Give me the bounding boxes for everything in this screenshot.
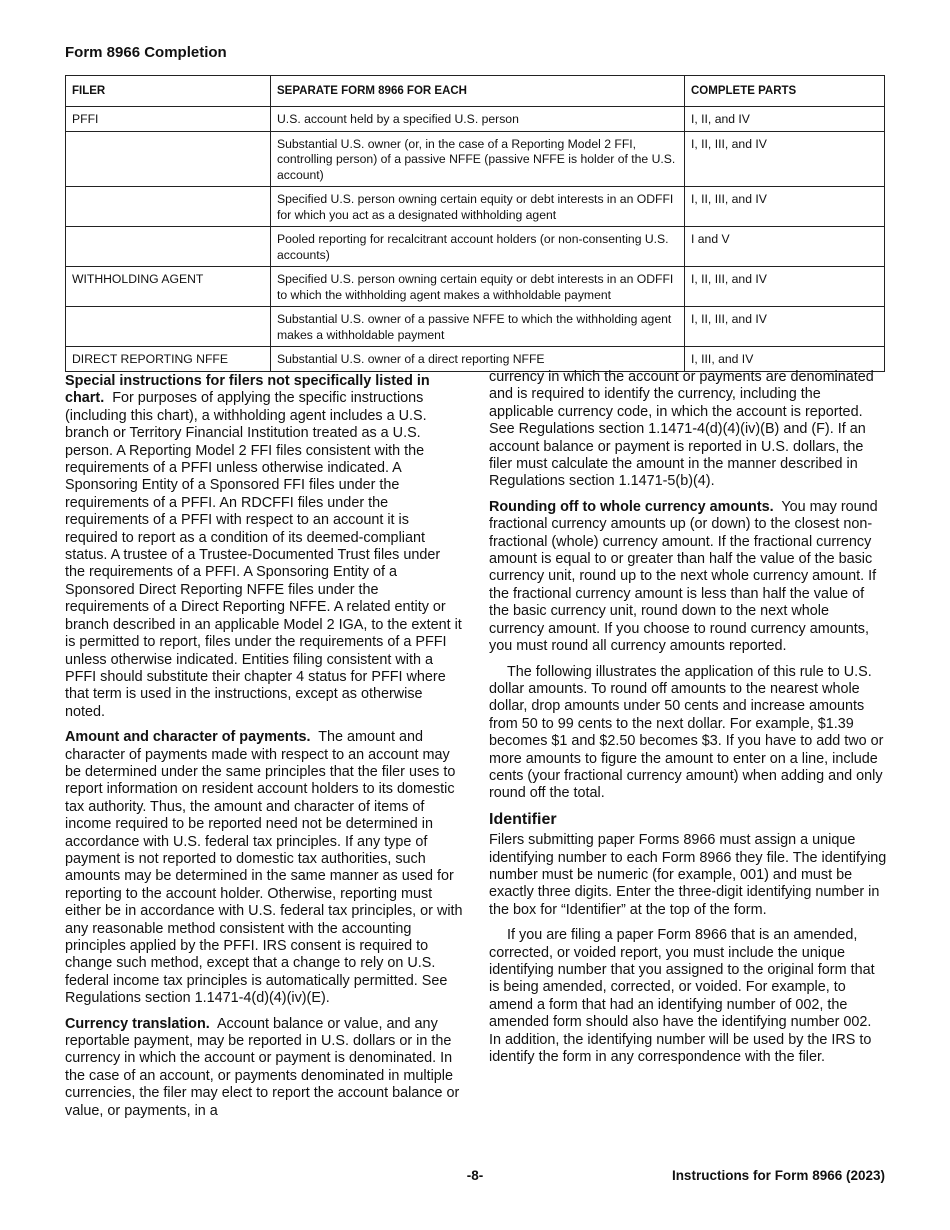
cell-each: Substantial U.S. owner (or, in the case of a Reporting Model 2 FFI, controlling person) of a passive NFFE (passive NFFE is holder of the U.S. account)	[271, 131, 685, 187]
table-row	[66, 107, 885, 132]
page-title: Form 8966 Completion	[65, 44, 227, 61]
form-completion-table	[65, 75, 885, 372]
cell-each: Substantial U.S. owner of a direct reporting NFFE	[271, 347, 685, 372]
document-footer-title: Instructions for Form 8966 (2023)	[671, 1168, 885, 1183]
cell-parts: I, II, and IV	[685, 107, 885, 132]
cell-each: Pooled reporting for recalcitrant account holders (or non-consenting U.S. accounts)	[271, 227, 685, 267]
cell-filer	[66, 227, 271, 267]
cell-filer	[66, 307, 271, 347]
header-separate-form: SEPARATE FORM 8966 FOR EACH	[271, 76, 685, 107]
amount-character-body: The amount and character of payments made with respect to an account may be determined under the same principles that the filer uses to report information on resident account holders to its domestic tax authority. Thus, the amount and character of items of income required to be reported need not be determined in accordance with U.S. federal tax principles. If any type of payment is not reported to domestic tax authorities, such amounts may be determined in the same manner as used for reporting to the account holder. Otherwise, reporting must either be in accordance with U.S. federal tax principles, or with any reasonable method consistent with the accounting principles applied by the PFFI. IRS consent is required to change such method, except that a change to rely on U.S. federal income tax principles is automatically permitted. See Regulations section 1.1471-4(d)(4)(iv)(E).	[65, 729, 463, 1007]
cell-each: U.S. account held by a specified U.S. person	[271, 107, 685, 132]
cell-parts: I, II, III, and IV	[685, 131, 885, 187]
table-row	[66, 227, 885, 267]
currency-translation-continued: currency in which the account or payments are denominated and is required to identify the currency, including the applicable currency code, in which the account is reported. See Regulations section 1.1471-4(d)(4)(iv)(B) and (F). If an account balance or payment is reported in U.S. dollars, the filer must calculate the amount in the manner described in Regulations section 1.1471-5(b)(4).	[489, 369, 874, 490]
cell-filer: WITHHOLDING AGENT	[66, 267, 271, 307]
header-filer: FILER	[66, 76, 271, 107]
cell-each: Substantial U.S. owner of a passive NFFE to which the withholding agent makes a withholdable payment	[271, 307, 685, 347]
special-instructions-heading: Special instructions for filers not specifically listed in chart.	[65, 373, 430, 407]
amount-character-paragraph	[65, 729, 463, 1008]
identifier-heading: Identifier	[489, 810, 557, 828]
identifier-paragraph: Filers submitting paper Forms 8966 must assign a unique identifying number to each Form 8966 they file. The identifying number must be numeric (for example, 001) and must be exactly three digits. Enter the three-digit identifying number in the box for “Identifier” at the top of the form.	[489, 832, 887, 918]
rounding-example-paragraph: The following illustrates the application of this rule to U.S. dollar amounts. To round off amounts to the nearest whole dollar, drop amounts under 50 cents and increase amounts from 50 to 99 cents to the next dollar. For example, $1.39 becomes $1 and $2.50 becomes $3. If you have to add two or more amounts to figure the amount to enter on a line, include cents (your fractional currency amount) when adding and only round off the total.	[489, 663, 884, 802]
special-instructions-paragraph	[65, 373, 463, 721]
currency-translation-heading: Currency translation.	[65, 1015, 210, 1032]
cell-parts: I, III, and IV	[685, 347, 885, 372]
rounding-heading: Rounding off to whole currency amounts.	[489, 498, 774, 515]
cell-each: Specified U.S. person owning certain equity or debt interests in an ODFFI for which you act as a designated withholding agent	[271, 187, 685, 227]
right-column	[489, 369, 887, 1074]
cell-parts: I, II, III, and IV	[685, 307, 885, 347]
identifier-amend-paragraph: If you are filing a paper Form 8966 that is an amended, corrected, or voided report, you must include the unique identifying number that you assigned to the original form that is being amended, corrected, or voided. For example, to amend a form that had an identifying number of 002, the amended form should also have the identifying number 002. In addition, the identifying number will be used by the IRS to identify the form in any correspondence with the filer.	[489, 927, 875, 1066]
cell-filer: DIRECT REPORTING NFFE	[66, 347, 271, 372]
currency-translation-body: Account balance or value, and any reportable payment, may be reported in U.S. dollars or in the currency in which the account or payment is denominated. In the case of an account, or payments denominated in multiple currencies, the filer may elect to report the account balance or value, or payments, in a	[65, 1015, 460, 1119]
rounding-paragraph	[489, 499, 887, 656]
currency-translation-paragraph	[65, 1016, 463, 1120]
table-row	[66, 347, 885, 372]
table-row	[66, 307, 885, 347]
page-number: -8-	[466, 1168, 484, 1183]
left-column	[65, 373, 463, 1128]
table-row	[66, 131, 885, 187]
rounding-body: You may round fractional currency amounts up (or down) to the closest non-fractional (whole) currency amount. If the fractional currency amount is equal to or greater than half the value of the basic currency unit, round up to the next whole currency amount. If the fractional currency amount is less than half the value of the basic currency unit, round down to the next whole currency amount. If you choose to round currency amounts, you must round all currency amounts reported.	[489, 498, 878, 655]
cell-each: Specified U.S. person owning certain equity or debt interests in an ODFFI to which the withholding agent makes a withholdable payment	[271, 267, 685, 307]
amount-character-heading: Amount and character of payments.	[65, 729, 311, 746]
header-complete-parts: COMPLETE PARTS	[685, 76, 885, 107]
special-instructions-body: For purposes of applying the specific instructions (including this chart), a withholding agent includes a U.S. branch or Territory Financial Institution treated as a U.S. person. A Reporting Model 2 FFI files consistent with the requirements of a PFFI unless otherwise indicated. A Sponsoring Entity of a Sponsored FFI files under the requirements of a PFFI. An RDCFFI files under the requirements of a PFFI with respect to an account it is required to report as a condition of its deemed-compliant status. A trustee of a Trustee-Documented Trust files under the requirements of a PFFI. A Sponsoring Entity of a Sponsored Direct Reporting NFFE files under the requirements of a Direct Reporting NFFE. A related entity or branch described in an applicable Model 2 IGA, to the extent it is permitted to report, files under the requirements of a PFFI unless otherwise indicated. Entities filing consistent with a PFFI should substitute their chapter 4 status for PFFI where that term is used in the instructions, except as otherwise noted.	[65, 390, 462, 720]
table-row	[66, 187, 885, 227]
cell-filer	[66, 131, 271, 187]
cell-parts: I, II, III, and IV	[685, 187, 885, 227]
table-row	[66, 267, 885, 307]
cell-filer: PFFI	[66, 107, 271, 132]
cell-parts: I and V	[685, 227, 885, 267]
cell-filer	[66, 187, 271, 227]
table-header-row	[66, 76, 885, 107]
cell-parts: I, II, III, and IV	[685, 267, 885, 307]
